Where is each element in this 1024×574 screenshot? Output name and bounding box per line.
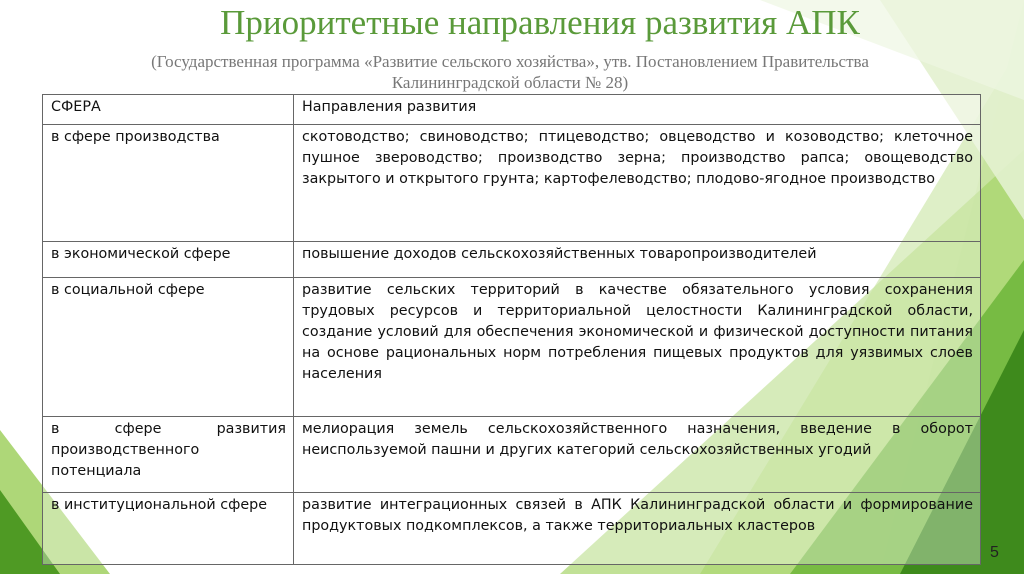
page-subtitle: (Государственная программа «Развитие сельского хозяйства», утв. Постановлением Правительства Калининградской области № 28) <box>151 52 869 92</box>
page-title: Приоритетные направления развития АПК <box>220 3 860 42</box>
directions-table <box>42 94 981 565</box>
table-row <box>43 278 981 417</box>
table-row <box>43 242 981 278</box>
table-row <box>43 417 981 493</box>
header-sphere: СФЕРА <box>43 95 294 125</box>
direction-cell: повышение доходов сельскохозяйственных товаропроизводителей <box>294 242 981 278</box>
sphere-cell: в сфере развития производственного потенциала <box>43 417 294 493</box>
page-number: 5 <box>990 544 999 561</box>
sphere-cell: в институциональной сфере <box>43 493 294 565</box>
sphere-cell: в экономической сфере <box>43 242 294 278</box>
table-row <box>43 125 981 242</box>
direction-cell: развитие сельских территорий в качестве обязательного условия сохранения трудовых ресурсов и территориальной целостности Калининградской области, создание условий для обеспечения экономической и физической доступности питания на основе рациональных норм потребления пищевых продуктов для уязвимых слоев населения <box>294 278 981 417</box>
table-row <box>43 493 981 565</box>
direction-cell: развитие интеграционных связей в АПК Калининградской области и формирование продуктовых подкомплексов, а также территориальных кластеров <box>294 493 981 565</box>
direction-cell: мелиорация земель сельскохозяйственного назначения, введение в оборот неиспользуемой пашни и других категорий сельскохозяйственных угодий <box>294 417 981 493</box>
directions-table-container <box>42 94 981 565</box>
sphere-cell: в сфере производства <box>43 125 294 242</box>
table-header-row <box>43 95 981 125</box>
direction-cell: скотоводство; свиноводство; птицеводство; овцеводство и козоводство; клеточное пушное звероводство; производство зерна; производство рапса; овощеводство закрытого и открытого грунта; картофелеводство; плодово-ягодное производство <box>294 125 981 242</box>
header-directions: Направления развития <box>294 95 981 125</box>
sphere-cell: в социальной сфере <box>43 278 294 417</box>
